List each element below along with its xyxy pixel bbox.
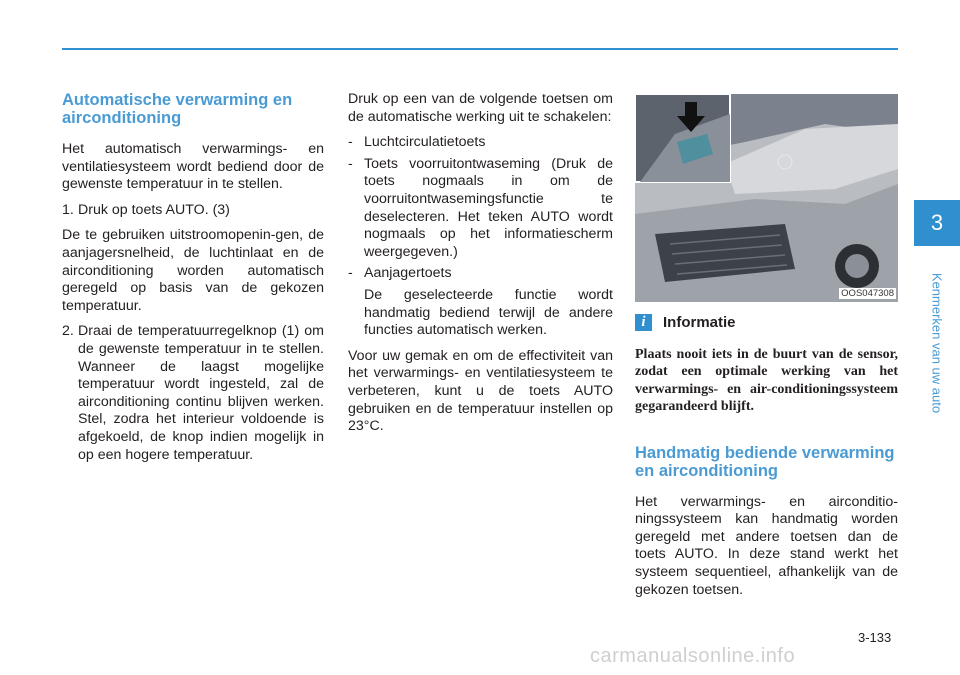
section-heading-manual: Handmatig bediende verwarming en airconditioning (635, 443, 895, 480)
column-1 (62, 91, 324, 472)
list-dash: - (348, 134, 353, 151)
step-1 (62, 202, 324, 220)
column-3 (635, 91, 898, 607)
car-sensor-image (635, 94, 898, 302)
section-heading-automatic: Automatische verwarming en airconditioning (62, 91, 293, 127)
list-item-text: Toets voorruitontwaseming (Druk de toets nogmaals in om de voorruitontwasemingsfunctie te deselecteren. Het teken AUTO wordt nogmaals op het informatiescherm weergegeven.) (364, 155, 613, 260)
aanjager-detail: De geselecteerde functie wordt handmatig bediend terwijl de andere functies automatisch werken. (364, 286, 613, 339)
chapter-tab: 3 (914, 200, 960, 246)
info-header (635, 314, 898, 332)
top-rule (62, 48, 898, 50)
deactivate-intro: Druk op een van de volgende toetsen om de automatische werking uit te schakelen: (348, 91, 613, 125)
car-illustration (635, 94, 898, 302)
chapter-title: Kenmerken van uw auto (929, 272, 945, 414)
list-item (348, 134, 613, 152)
step-1-text: Druk op toets AUTO. (3) (78, 201, 230, 218)
step-2-number: 2. (62, 323, 74, 340)
intro-paragraph: Het automatisch verwarmings- en ventilatiesysteem wordt bediend door de gewenste temperatuur in te stellen. (62, 141, 324, 193)
list-item (348, 265, 613, 283)
info-text: Plaats nooit iets in de buurt van de sensor, zodat een optimale werking van het verwarmings- en air-conditioningssysteem gegarandeerd blijft. (635, 346, 898, 415)
column-2 (348, 91, 613, 444)
step-2-text: Draai de temperatuurregelknop (1) om de gewenste temperatuur in te stellen. Wanneer de laagst mogelijke temperatuur wordt ingesteld, zal de airconditioning continu blijven werken. Stel, zodra het interieur voldoende is afgekoeld, de knop indien mogelijk in op een hogere temperatuur. (78, 323, 324, 463)
image-code: OOS047308 (841, 288, 894, 299)
manual-paragraph: Het verwarmings- en airconditio-ningssysteem kan handmatig worden geregeld met andere toetsen dan de toets AUTO. In deze stand werkt het systeem sequentieel, afhankelijk van de gekozen toetsen. (635, 493, 898, 598)
step-2 (62, 323, 324, 464)
watermark: carmanualsonline.info (590, 645, 796, 667)
vents-paragraph: De te gebruiken uitstroomopenin-gen, de aanjagersnelheid, de luchtinlaat en de airconditioning worden automatisch geregeld op basis van de gekozen temperatuur. (62, 227, 324, 314)
list-item-text: Aanjagertoets (364, 265, 452, 282)
closing-paragraph: Voor uw gemak en om de effectiviteit van het verwarmings- en ventilatiesysteem te verbeteren, kunt u de toets AUTO gebruiken en de temperatuur instellen op 23°C. (348, 347, 613, 435)
info-title: Informatie (663, 314, 736, 331)
page-number: 3-133 (858, 630, 892, 645)
list-dash: - (348, 155, 353, 172)
list-dash: - (348, 265, 353, 282)
info-icon: i (635, 314, 652, 331)
list-item (348, 156, 613, 262)
step-1-number: 1. (62, 201, 74, 218)
list-item-text: Luchtcirculatietoets (364, 134, 486, 151)
